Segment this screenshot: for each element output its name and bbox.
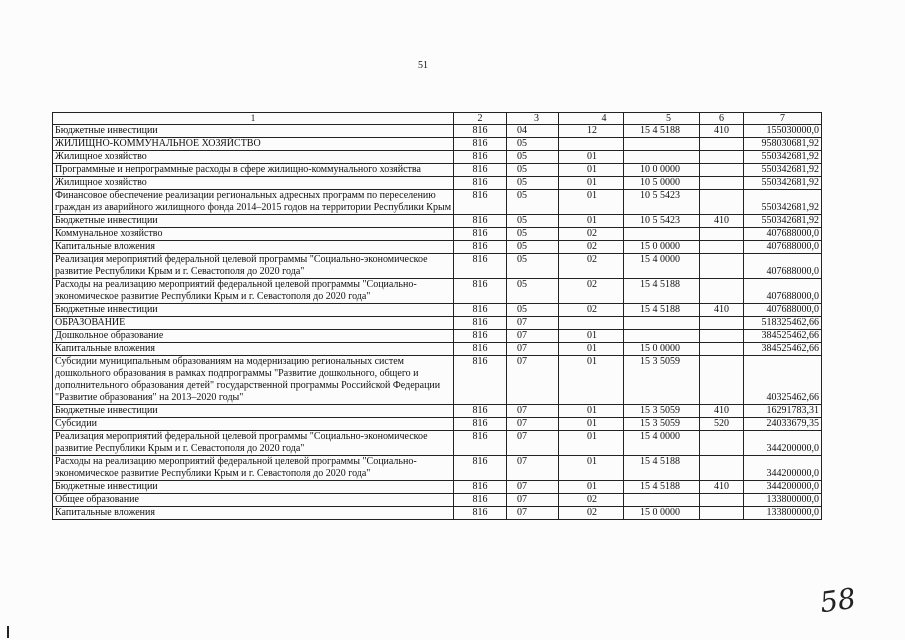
expense-type-code: [700, 507, 744, 520]
section-code: 07: [507, 418, 559, 431]
target-item-code: [624, 151, 700, 164]
section-code: 05: [507, 304, 559, 317]
subsection-code: 02: [559, 279, 624, 304]
subsection-code: 02: [559, 241, 624, 254]
table-row: [53, 164, 822, 177]
admin-code: 816: [454, 254, 507, 279]
expense-type-code: 410: [700, 215, 744, 228]
amount: 518325462,66: [744, 317, 822, 330]
target-item-code: 10 0 0000: [624, 164, 700, 177]
target-item-code: 15 4 5188: [624, 125, 700, 138]
admin-code: 816: [454, 241, 507, 254]
row-name: Расходы на реализацию мероприятий федеральной целевой программы "Социально-экономическое развитие Республики Крым и г. Севастополя до 2020 года": [53, 279, 454, 304]
expense-type-code: [700, 343, 744, 356]
subsection-code: [559, 317, 624, 330]
admin-code: 816: [454, 151, 507, 164]
section-code: 05: [507, 138, 559, 151]
row-name: Бюджетные инвестиции: [53, 405, 454, 418]
amount: 407688000,0: [744, 228, 822, 241]
row-name: Капитальные вложения: [53, 241, 454, 254]
row-name: Общее образование: [53, 494, 454, 507]
admin-code: 816: [454, 164, 507, 177]
amount: 344200000,0: [744, 481, 822, 494]
subsection-code: 02: [559, 254, 624, 279]
row-name: Реализация мероприятий федеральной целевой программы "Социально-экономическое развитие Республики Крым и г. Севастополя до 2020 года": [53, 431, 454, 456]
admin-code: 816: [454, 456, 507, 481]
amount: 155030000,0: [744, 125, 822, 138]
table-row: [53, 317, 822, 330]
table-row: [53, 190, 822, 215]
expense-type-code: 410: [700, 405, 744, 418]
row-name: Финансовое обеспечение реализации региональных адресных программ по переселению граждан из аварийного жилищного фонда 2014–2015 годов на территории Республики Крым: [53, 190, 454, 215]
header-cell: 1: [53, 113, 454, 125]
expense-type-code: [700, 164, 744, 177]
table-row: [53, 228, 822, 241]
subsection-code: 01: [559, 177, 624, 190]
handwritten-page-mark: 58: [817, 581, 858, 620]
table-row: [53, 405, 822, 418]
expense-type-code: 520: [700, 418, 744, 431]
table-row: [53, 254, 822, 279]
target-item-code: 15 0 0000: [624, 343, 700, 356]
section-code: 05: [507, 215, 559, 228]
admin-code: 816: [454, 431, 507, 456]
amount: 24033679,35: [744, 418, 822, 431]
subsection-code: 01: [559, 431, 624, 456]
section-code: 05: [507, 228, 559, 241]
table-row: [53, 138, 822, 151]
target-item-code: 10 5 0000: [624, 177, 700, 190]
row-name: Субсидии: [53, 418, 454, 431]
expense-type-code: [700, 456, 744, 481]
page-number: 51: [418, 60, 428, 71]
admin-code: 816: [454, 418, 507, 431]
subsection-code: 01: [559, 405, 624, 418]
admin-code: 816: [454, 138, 507, 151]
section-code: 07: [507, 507, 559, 520]
expense-type-code: [700, 330, 744, 343]
section-code: 07: [507, 494, 559, 507]
row-name: Капитальные вложения: [53, 343, 454, 356]
target-item-code: 15 4 5188: [624, 304, 700, 317]
expense-type-code: [700, 279, 744, 304]
subsection-code: [559, 138, 624, 151]
header-cell: 4: [559, 113, 624, 125]
table-row: [53, 151, 822, 164]
admin-code: 816: [454, 494, 507, 507]
expense-type-code: [700, 190, 744, 215]
table-row: [53, 418, 822, 431]
target-item-code: 15 3 5059: [624, 418, 700, 431]
subsection-code: 01: [559, 215, 624, 228]
admin-code: 816: [454, 481, 507, 494]
admin-code: 816: [454, 125, 507, 138]
section-code: 05: [507, 190, 559, 215]
row-name: Бюджетные инвестиции: [53, 125, 454, 138]
target-item-code: 10 5 5423: [624, 215, 700, 228]
amount: 133800000,0: [744, 507, 822, 520]
amount: 384525462,66: [744, 330, 822, 343]
table-row: [53, 125, 822, 138]
section-code: 05: [507, 241, 559, 254]
expense-type-code: [700, 177, 744, 190]
expense-type-code: 410: [700, 481, 744, 494]
row-name: Бюджетные инвестиции: [53, 481, 454, 494]
target-item-code: 15 4 0000: [624, 254, 700, 279]
amount: 550342681,92: [744, 164, 822, 177]
header-cell: 5: [624, 113, 700, 125]
subsection-code: 01: [559, 190, 624, 215]
table-row: [53, 481, 822, 494]
row-name: Коммунальное хозяйство: [53, 228, 454, 241]
admin-code: 816: [454, 507, 507, 520]
row-name: Бюджетные инвестиции: [53, 304, 454, 317]
target-item-code: [624, 317, 700, 330]
subsection-code: 01: [559, 343, 624, 356]
row-name: ЖИЛИЩНО-КОММУНАЛЬНОЕ ХОЗЯЙСТВО: [53, 138, 454, 151]
target-item-code: 15 3 5059: [624, 405, 700, 418]
subsection-code: 01: [559, 164, 624, 177]
expense-type-code: [700, 494, 744, 507]
table-row: [53, 494, 822, 507]
admin-code: 816: [454, 317, 507, 330]
table-row: [53, 177, 822, 190]
row-name: Жилищное хозяйство: [53, 151, 454, 164]
header-cell: 7: [744, 113, 822, 125]
row-name: Бюджетные инвестиции: [53, 215, 454, 228]
target-item-code: 15 4 0000: [624, 431, 700, 456]
admin-code: 816: [454, 304, 507, 317]
subsection-code: 02: [559, 228, 624, 241]
section-code: 05: [507, 254, 559, 279]
expense-type-code: [700, 254, 744, 279]
expense-type-code: [700, 151, 744, 164]
amount: 550342681,92: [744, 215, 822, 228]
section-code: 07: [507, 356, 559, 405]
table-row: [53, 241, 822, 254]
row-name: ОБРАЗОВАНИЕ: [53, 317, 454, 330]
amount: 344200000,0: [744, 431, 822, 456]
amount: 384525462,66: [744, 343, 822, 356]
amount: 344200000,0: [744, 456, 822, 481]
admin-code: 816: [454, 228, 507, 241]
section-code: 05: [507, 151, 559, 164]
amount: 133800000,0: [744, 494, 822, 507]
section-code: 07: [507, 405, 559, 418]
table-row: [53, 456, 822, 481]
admin-code: 816: [454, 405, 507, 418]
row-name: Реализация мероприятий федеральной целевой программы "Социально-экономическое развитие Республики Крым и г. Севастополя до 2020 года": [53, 254, 454, 279]
header-cell: 2: [454, 113, 507, 125]
table-row: [53, 279, 822, 304]
admin-code: 816: [454, 177, 507, 190]
amount: 407688000,0: [744, 254, 822, 279]
table-header-row: [53, 113, 822, 125]
amount: 550342681,92: [744, 190, 822, 215]
row-name: Жилищное хозяйство: [53, 177, 454, 190]
amount: 958030681,92: [744, 138, 822, 151]
target-item-code: 15 3 5059: [624, 356, 700, 405]
expense-type-code: [700, 317, 744, 330]
header-cell: 3: [507, 113, 559, 125]
expense-type-code: [700, 138, 744, 151]
expense-type-code: [700, 431, 744, 456]
section-code: 07: [507, 456, 559, 481]
target-item-code: 10 5 5423: [624, 190, 700, 215]
header-cell: 6: [700, 113, 744, 125]
table-row: [53, 215, 822, 228]
table-row: [53, 304, 822, 317]
amount: 407688000,0: [744, 279, 822, 304]
row-name: Капитальные вложения: [53, 507, 454, 520]
section-code: 07: [507, 481, 559, 494]
amount: 16291783,31: [744, 405, 822, 418]
table-row: [53, 356, 822, 405]
expense-type-code: [700, 241, 744, 254]
subsection-code: 01: [559, 330, 624, 343]
admin-code: 816: [454, 279, 507, 304]
target-item-code: 15 4 5188: [624, 279, 700, 304]
table-row: [53, 330, 822, 343]
amount: 40325462,66: [744, 356, 822, 405]
admin-code: 816: [454, 343, 507, 356]
target-item-code: 15 0 0000: [624, 241, 700, 254]
row-name: Программные и непрограммные расходы в сфере жилищно-коммунального хозяйства: [53, 164, 454, 177]
target-item-code: 15 4 5188: [624, 481, 700, 494]
expense-type-code: 410: [700, 304, 744, 317]
table-row: [53, 507, 822, 520]
section-code: 05: [507, 279, 559, 304]
row-name: Дошкольное образование: [53, 330, 454, 343]
admin-code: 816: [454, 330, 507, 343]
section-code: 07: [507, 330, 559, 343]
expense-type-code: 410: [700, 125, 744, 138]
subsection-code: 01: [559, 418, 624, 431]
section-code: 07: [507, 317, 559, 330]
subsection-code: 01: [559, 151, 624, 164]
target-item-code: 15 0 0000: [624, 507, 700, 520]
section-code: 05: [507, 177, 559, 190]
table-row: [53, 343, 822, 356]
subsection-code: 02: [559, 304, 624, 317]
subsection-code: 02: [559, 507, 624, 520]
amount: 407688000,0: [744, 241, 822, 254]
admin-code: 816: [454, 190, 507, 215]
admin-code: 816: [454, 356, 507, 405]
subsection-code: 01: [559, 481, 624, 494]
section-code: 07: [507, 343, 559, 356]
row-name: Субсидии муниципальным образованиям на модернизацию региональных систем дошкольного образования в рамках подпрограммы "Развитие дошкольного, общего и дополнительного образования детей" государственной программы Российской Федерации "Развитие образования" на 2013–2020 годы": [53, 356, 454, 405]
expense-type-code: [700, 356, 744, 405]
scan-edge-mark: [7, 626, 9, 638]
subsection-code: 02: [559, 494, 624, 507]
section-code: 04: [507, 125, 559, 138]
amount: 407688000,0: [744, 304, 822, 317]
subsection-code: 01: [559, 456, 624, 481]
target-item-code: [624, 138, 700, 151]
target-item-code: 15 4 5188: [624, 456, 700, 481]
subsection-code: 12: [559, 125, 624, 138]
target-item-code: [624, 228, 700, 241]
table-row: [53, 431, 822, 456]
amount: 550342681,92: [744, 177, 822, 190]
section-code: 07: [507, 431, 559, 456]
budget-table: [52, 112, 822, 520]
target-item-code: [624, 330, 700, 343]
admin-code: 816: [454, 215, 507, 228]
amount: 550342681,92: [744, 151, 822, 164]
row-name: Расходы на реализацию мероприятий федеральной целевой программы "Социально-экономическое развитие Республики Крым и г. Севастополя до 2020 года": [53, 456, 454, 481]
section-code: 05: [507, 164, 559, 177]
expense-type-code: [700, 228, 744, 241]
target-item-code: [624, 494, 700, 507]
subsection-code: 01: [559, 356, 624, 405]
